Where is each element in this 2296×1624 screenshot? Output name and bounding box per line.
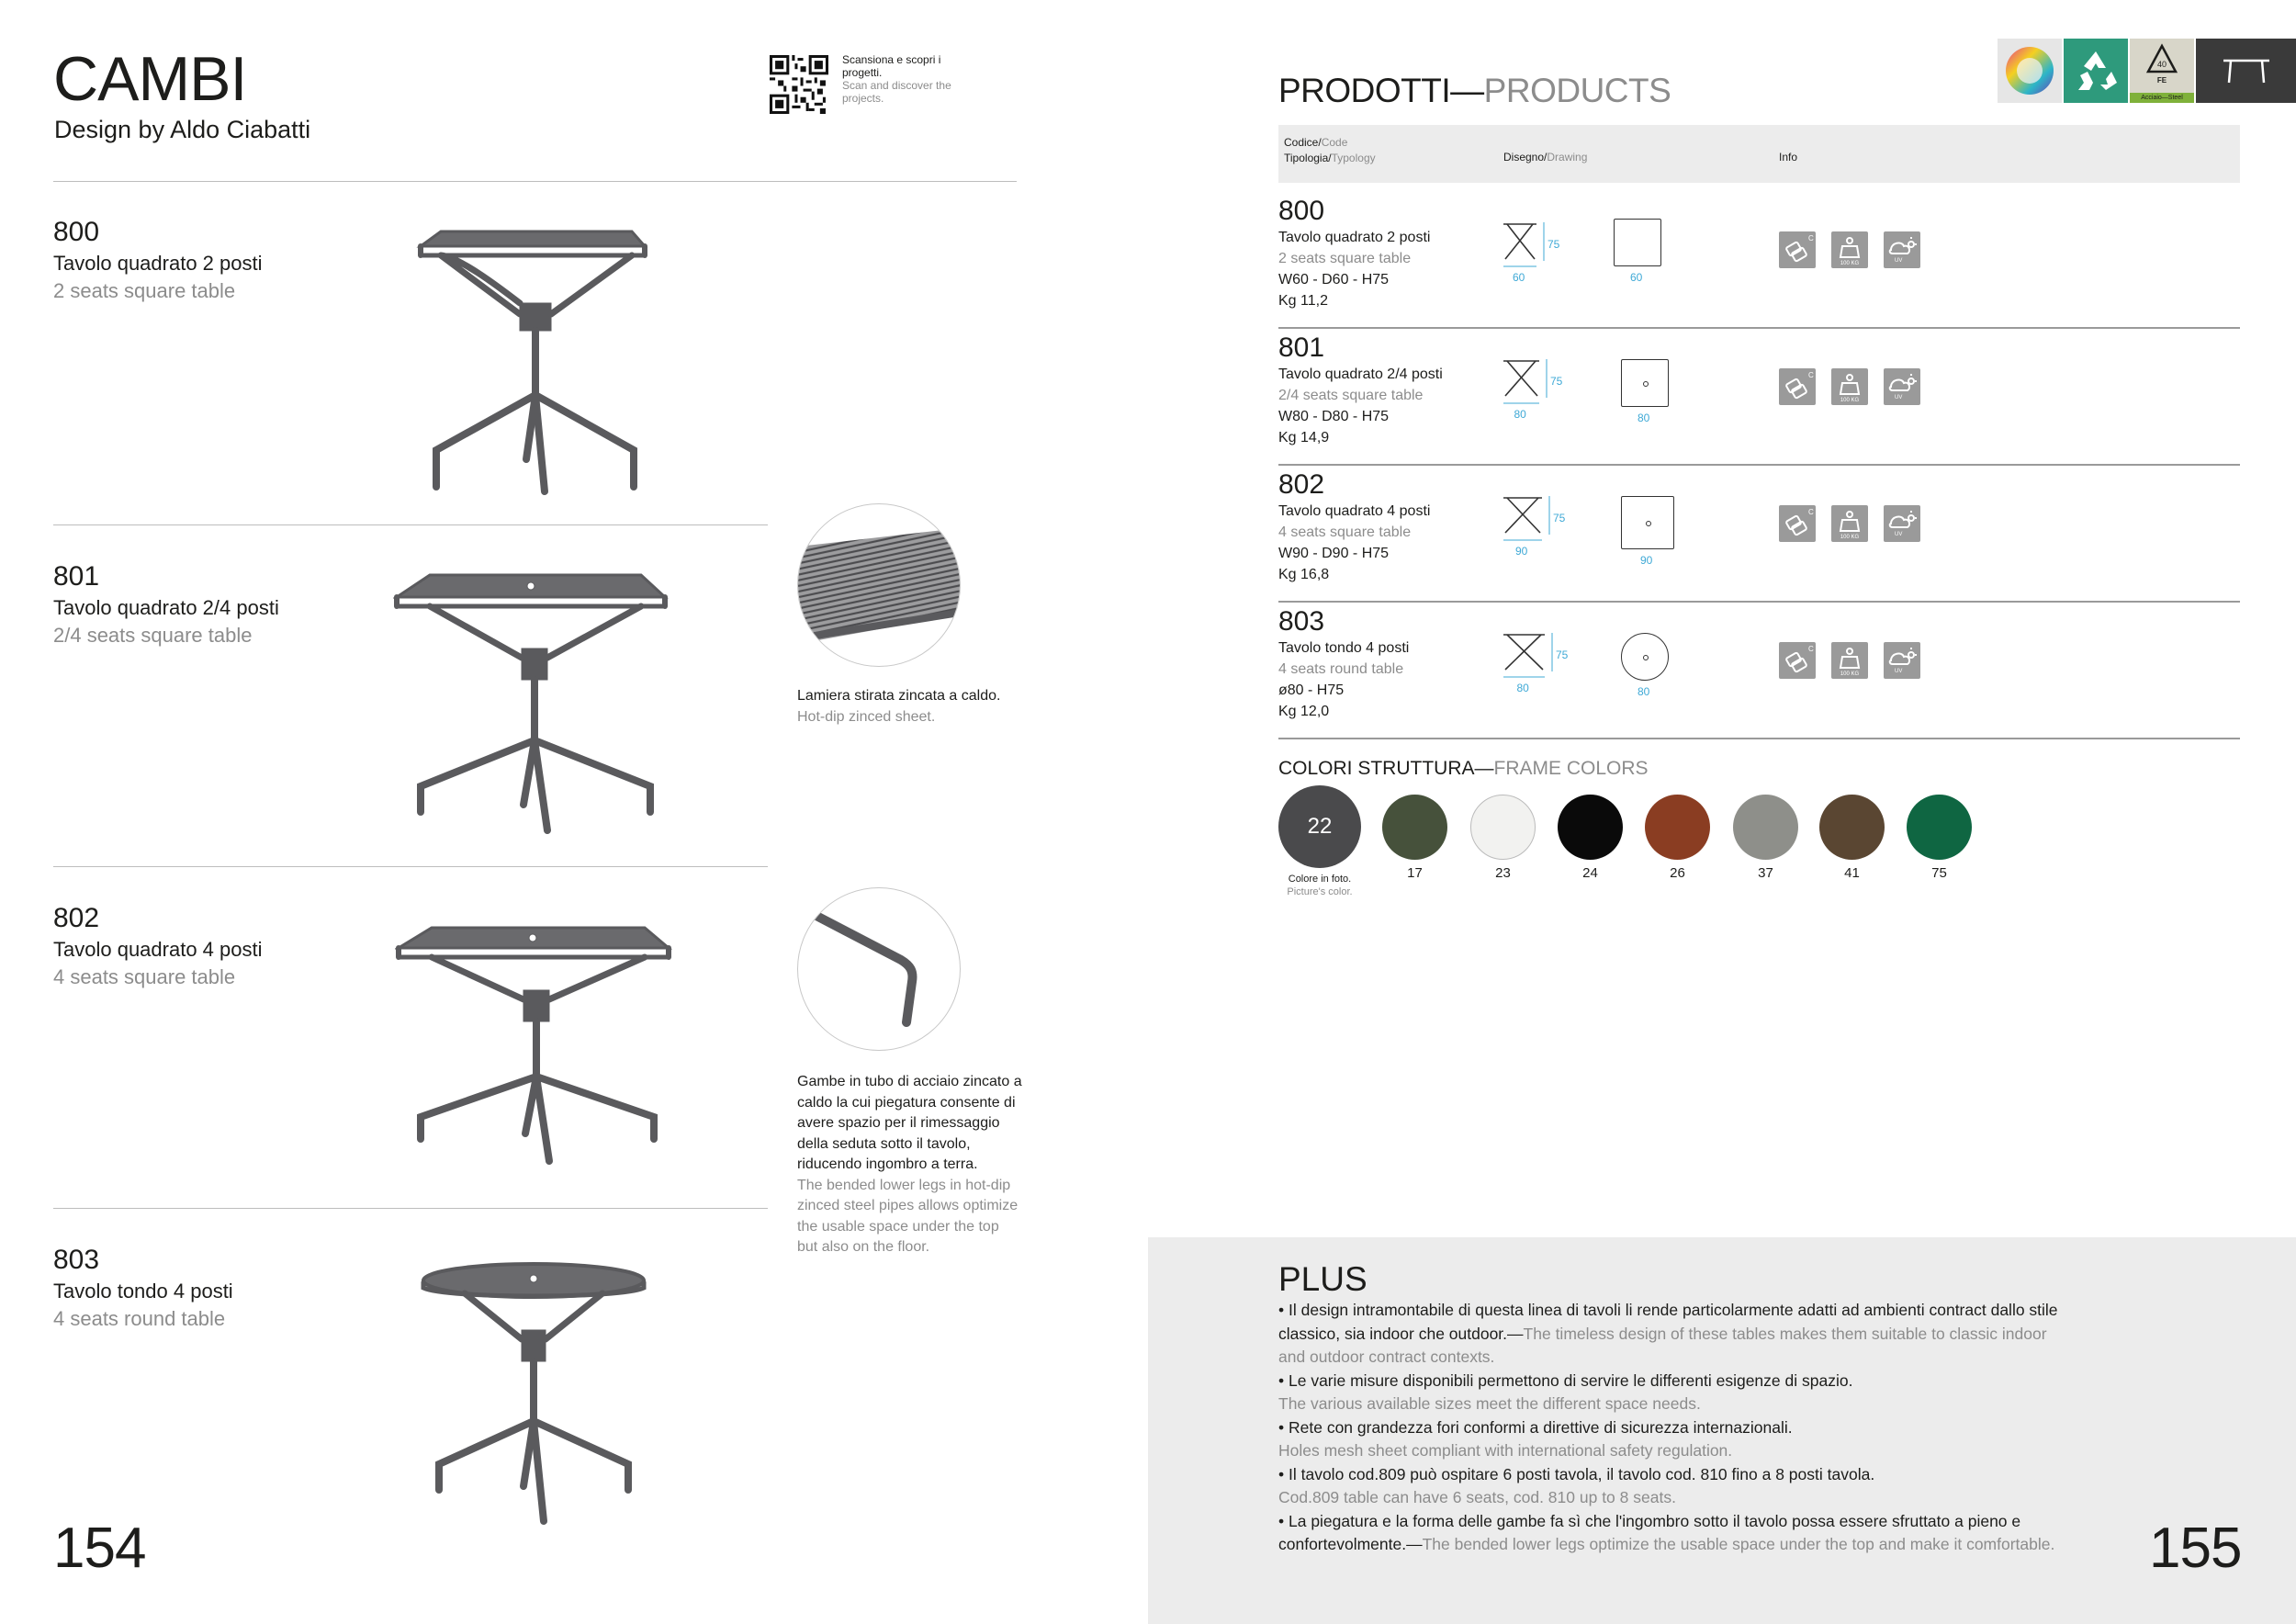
steel-symbol: FE (2156, 76, 2167, 85)
product-name-it: Tavolo quadrato 2/4 posti (53, 596, 279, 619)
weight-100kg-icon (1831, 505, 1868, 542)
row-dimensions: W80 - D80 - H75 (1278, 409, 1390, 424)
swatch-code: 24 (1582, 865, 1598, 881)
row-code: 801 (1278, 333, 1325, 363)
swatch-code: 23 (1495, 865, 1511, 881)
table-802-photo (395, 920, 680, 1170)
qr-code-graphic (770, 55, 828, 114)
swatch-code: 17 (1407, 865, 1423, 881)
weight-100kg-icon (1831, 642, 1868, 679)
color-swatch-24[interactable] (1558, 795, 1623, 860)
caption-it: Gambe in tubo di acciaio zincato a caldo la cui piegatura consente di avere spazio per il rimessaggio della seduta sotto il tavolo, riducendo ingombro a terra. (797, 1074, 1022, 1172)
col-drawing-en: Drawing (1547, 151, 1588, 164)
width-dimension: 80 (1516, 682, 1529, 694)
products-table-header (1278, 125, 2240, 183)
steel-label: Acciaio—Steel (2130, 93, 2194, 103)
plus-item (1278, 1416, 2068, 1463)
plus-item-en: Holes mesh sheet compliant with international safety regulation. (1278, 1441, 1733, 1460)
top-view-square (1621, 496, 1674, 549)
row-name-en: 4 seats round table (1278, 661, 1404, 677)
col-info: Info (1779, 151, 1798, 164)
c-stack-icon (1779, 642, 1816, 679)
frame-colors-heading (1278, 759, 1649, 778)
row-name-it: Tavolo quadrato 2/4 posti (1278, 367, 1443, 382)
height-dimension: 75 (1550, 375, 1563, 388)
detail-leg-photo (797, 887, 961, 1051)
colors-heading-sep: — (1474, 758, 1494, 779)
designer-subtitle: Design by Aldo Ciabatti (54, 116, 311, 143)
caption-en: The bended lower legs in hot-dip zinced steel pipes allows optimize the usable space under the top but also on the floor. (797, 1177, 1019, 1255)
top-view-round (1621, 633, 1669, 681)
colors-heading-it: COLORI STRUTTURA (1278, 758, 1475, 779)
plus-item-en: The various available sizes meet the different space needs. (1278, 1394, 1701, 1413)
row-weight: Kg 16,8 (1278, 567, 1330, 582)
product-row-801 (1278, 328, 2240, 465)
plus-item-it: • Il design intramontabile di questa linea di tavoli li rende particolarmente adatti ad ambienti contract dallo stile classico, sia indoor che outdoor.— (1278, 1301, 2058, 1343)
row-code: 803 (1278, 606, 1325, 637)
product-801-block (53, 563, 279, 646)
heading-it: PRODOTTI (1278, 72, 1451, 109)
top-dimension: 60 (1630, 271, 1643, 284)
svg-text:100 KG: 100 KG (1840, 535, 1860, 540)
table-type-badge (2196, 39, 2296, 103)
page-number-left: 154 (53, 1517, 146, 1580)
weight-100kg-icon (1831, 368, 1868, 405)
qr-code[interactable] (770, 55, 828, 114)
qr-caption-it: Scansiona e scopri i progetti. (842, 53, 941, 79)
width-dimension: 60 (1513, 271, 1525, 284)
steel-code: 40 (2156, 60, 2167, 69)
row-weight: Kg 11,2 (1278, 293, 1328, 309)
mesh-closeup (798, 504, 960, 666)
row-weight: Kg 14,9 (1278, 430, 1330, 445)
plus-list (1278, 1299, 2068, 1557)
row-description (1278, 471, 1430, 582)
col-code-en: Code (1321, 136, 1348, 149)
product-name-en: 4 seats square table (53, 965, 236, 988)
row-dimensions: W60 - D60 - H75 (1278, 272, 1390, 288)
side-elevation-drawing (1502, 355, 1575, 420)
top-view-square (1621, 359, 1669, 407)
svg-text:C: C (1808, 508, 1814, 516)
heading-en: PRODUCTS (1483, 72, 1671, 109)
color-swatch-37[interactable] (1733, 795, 1798, 860)
detail-mesh-photo (797, 503, 961, 667)
row-dimensions: ø80 - H75 (1278, 682, 1345, 698)
swatch-code: 37 (1758, 865, 1773, 881)
plus-item-it: • Le varie misure disponibili permettono di servire le differenti esigenze di spazio. (1278, 1370, 1853, 1390)
plus-item (1278, 1299, 2068, 1370)
product-code: 801 (53, 561, 100, 592)
row-code: 800 (1278, 196, 1325, 226)
color-wheel-badge (1998, 39, 2062, 103)
recycle-badge (2064, 39, 2128, 103)
svg-text:C: C (1808, 645, 1814, 653)
top-dimension: 90 (1640, 554, 1653, 567)
side-elevation-drawing (1502, 629, 1575, 694)
row-dimensions: W90 - D90 - H75 (1278, 546, 1390, 561)
divider (53, 866, 768, 867)
plus-item (1278, 1370, 2068, 1416)
brand-title: CAMBI (53, 44, 247, 114)
height-dimension: 75 (1553, 512, 1566, 524)
product-name-en: 2 seats square table (53, 279, 236, 302)
svg-text:C: C (1808, 234, 1814, 242)
row-description (1278, 334, 1443, 445)
width-dimension: 80 (1514, 408, 1526, 421)
product-name-it: Tavolo quadrato 4 posti (53, 938, 263, 961)
plus-item-it: • La piegatura e la forma delle gambe fa sì che l'ingombro sotto il tavolo possa essere sfruttato a pieno e confortevolmente.— (1278, 1511, 2021, 1553)
col-type-en: Typology (1331, 152, 1376, 164)
umbrella-hole (1643, 381, 1649, 387)
steel-recycling-badge (2130, 39, 2194, 103)
table-800-photo (404, 211, 670, 503)
product-802-block (53, 905, 263, 987)
product-code: 802 (53, 903, 100, 933)
detail-leg-caption (797, 1072, 1022, 1258)
swatch-code: 41 (1844, 865, 1860, 881)
height-dimension: 75 (1556, 648, 1569, 661)
height-dimension: 75 (1548, 238, 1560, 251)
plus-item (1278, 1510, 2068, 1557)
row-divider (1278, 738, 2240, 739)
color-swatch-75[interactable] (1907, 795, 1972, 860)
umbrella-hole (1646, 521, 1651, 526)
product-800-block (53, 219, 263, 301)
heading-sep: — (1450, 72, 1484, 109)
plus-item-en: The timeless design of these tables makes them suitable to classic indoor and outdoor contract contexts. (1278, 1324, 2047, 1366)
row-code: 802 (1278, 469, 1325, 500)
product-row-803 (1278, 602, 2240, 739)
row-name-it: Tavolo quadrato 2 posti (1278, 230, 1431, 245)
product-row-802 (1278, 465, 2240, 602)
top-dimension: 80 (1638, 412, 1650, 424)
row-name-en: 4 seats square table (1278, 524, 1412, 540)
plus-item (1278, 1463, 2068, 1510)
qr-caption (842, 53, 962, 105)
col-code-typology (1284, 135, 1376, 166)
swatch-code: 22 (1307, 814, 1333, 839)
product-803-block (53, 1246, 233, 1329)
col-drawing-it: Disegno/ (1503, 151, 1548, 164)
c-stack-icon (1779, 231, 1816, 268)
picture-color-it: Colore in foto. (1288, 874, 1352, 885)
divider (53, 181, 1017, 182)
table-outline-icon (2196, 39, 2296, 103)
plus-item-en: The bended lower legs optimize the usable space under the top and make it comfortable. (1422, 1535, 2055, 1553)
leg-closeup (798, 888, 960, 1050)
svg-text:100 KG: 100 KG (1840, 671, 1860, 677)
side-elevation-drawing (1502, 492, 1575, 557)
row-description (1278, 608, 1409, 719)
color-wheel-icon (1998, 39, 2062, 103)
product-code: 800 (53, 217, 100, 247)
picture-color-en: Picture's color. (1287, 886, 1353, 897)
row-name-en: 2 seats square table (1278, 251, 1412, 266)
svg-text:UV: UV (1895, 532, 1903, 537)
caption-en: Hot-dip zinced sheet. (797, 708, 936, 725)
product-row-800 (1278, 191, 2240, 328)
row-name-en: 2/4 seats square table (1278, 388, 1424, 403)
top-dimension: 80 (1638, 685, 1650, 698)
uv-weather-icon (1884, 368, 1920, 405)
steel-triangle-icon (2130, 39, 2194, 92)
col-drawing (1503, 150, 1587, 165)
col-code-it: Codice/ (1284, 136, 1322, 149)
weight-100kg-icon (1831, 231, 1868, 268)
svg-text:C: C (1808, 371, 1814, 379)
svg-text:UV: UV (1895, 395, 1903, 400)
color-swatch-41[interactable] (1819, 795, 1885, 860)
divider (53, 524, 768, 525)
row-weight: Kg 12,0 (1278, 704, 1330, 719)
svg-text:UV: UV (1895, 258, 1903, 264)
caption-it: Lamiera stirata zincata a caldo. (797, 688, 1001, 704)
row-description (1278, 197, 1430, 309)
swatch-code: 75 (1931, 865, 1947, 881)
uv-weather-icon (1884, 505, 1920, 542)
c-stack-icon (1779, 505, 1816, 542)
plus-item-en: Cod.809 table can have 6 seats, cod. 810 up to 8 seats. (1278, 1488, 1676, 1506)
detail-mesh-caption (797, 686, 1036, 727)
svg-text:100 KG: 100 KG (1840, 261, 1860, 266)
uv-weather-icon (1884, 231, 1920, 268)
divider (53, 1208, 768, 1209)
row-name-it: Tavolo tondo 4 posti (1278, 640, 1410, 656)
table-801-photo (393, 566, 678, 841)
row-name-it: Tavolo quadrato 4 posti (1278, 503, 1431, 519)
color-swatch-22[interactable] (1278, 785, 1361, 868)
umbrella-hole (1643, 655, 1649, 660)
width-dimension: 90 (1515, 545, 1528, 558)
c-stack-icon (1779, 368, 1816, 405)
product-name-en: 2/4 seats square table (53, 624, 253, 647)
product-name-it: Tavolo quadrato 2 posti (53, 252, 263, 275)
plus-item-it: • Il tavolo cod.809 può ospitare 6 posti tavola, il tavolo cod. 810 fino a 8 posti tavola. (1278, 1464, 1875, 1483)
plus-item-it: • Rete con grandezza fori conformi a direttive di sicurezza internazionali. (1278, 1417, 1793, 1437)
swatch-code: 26 (1670, 865, 1685, 881)
product-code: 803 (53, 1245, 100, 1275)
svg-text:UV: UV (1895, 669, 1903, 674)
product-name-en: 4 seats round table (53, 1307, 226, 1330)
svg-text:100 KG: 100 KG (1840, 398, 1860, 403)
table-803-photo (419, 1260, 648, 1530)
products-heading (1278, 73, 1671, 107)
color-swatch-17[interactable] (1382, 795, 1447, 860)
page-number-right: 155 (2149, 1517, 2242, 1580)
recycle-icon (2064, 39, 2128, 103)
product-name-it: Tavolo tondo 4 posti (53, 1280, 233, 1303)
qr-caption-en: Scan and discover the projects. (842, 79, 951, 105)
color-swatch-23[interactable] (1470, 795, 1536, 860)
top-view-square (1614, 219, 1661, 266)
uv-weather-icon (1884, 642, 1920, 679)
col-type-it: Tipologia/ (1284, 152, 1332, 164)
plus-title: PLUS (1278, 1260, 1367, 1298)
color-swatch-26[interactable] (1645, 795, 1710, 860)
picture-color-note (1278, 873, 1361, 898)
colors-heading-en: FRAME COLORS (1493, 758, 1649, 779)
